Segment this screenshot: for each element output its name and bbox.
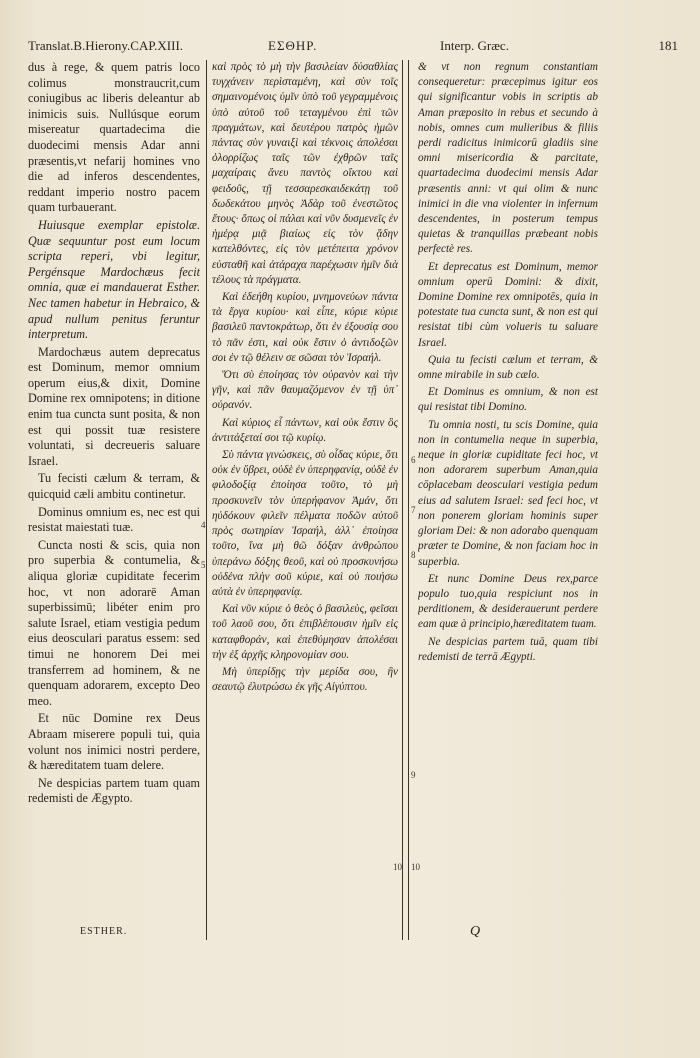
interp-paragraph: & vt non regnum constantiam consequeretur: præcepimus igitur eos qui significantur vobis in scriptis ab Aman præposito in rebus et secundo à nobis, omnes cum mulieribus & filiis perdi radicitus inimicorū gladiis sine omni misericordia & parcitate, quartadecima duodecimi mensis Adar præsentis anni: vt qui olim & nunc inimici in die vna violenter in infernum descendentes, in posterum tempus quietas & tranquillas præbeant nobis perfectè res. [418, 61, 598, 256]
interp-paragraph: Et deprecatus est Dominum, memor omnium operū Domini: & dixit, Domine Domine rex omnipotēs, quia in potestate tua cuncta sunt, & non est qui resistat tibi cùm volueris tu saluare Israel. [418, 260, 598, 349]
signature-mark: Q [470, 924, 481, 939]
interp-paragraph: Ne despicias partem tuā, quam tibi redemisti de terrā Ægypti. [418, 635, 598, 663]
interp-column [418, 60, 598, 920]
latin-paragraph: Ne despicias partem tuam quam redemisti de Ægypto. [28, 775, 200, 806]
latin-paragraph: Cuncta nosti & scis, quia non pro superbia & contumelia, & aliqua gloriæ cupiditate fecerim hoc, vt non adorarē Aman superbissimū; libéter enim pro salute Israel, etiam vestigia pedum eius deosculari paratus essem: sed timui ne honorem Dei mei transferrem ad hominem, & ne quenquam adorarem, excepto Deo meo. [28, 537, 200, 708]
greek-paragraph: Ὅτι σὺ ἐποίησας τὸν οὐρανὸν καὶ τὴν γῆν, καὶ πᾶν θαυμαζόμενον ἐν τῇ ὑπ᾽ οὐρανόν. [212, 369, 398, 412]
running-head-left: Translat.B.Hierony.CAP.XIII. [28, 38, 184, 53]
greek-paragraph: Καὶ νῦν κύριε ὁ θεὸς ὁ βασιλεὺς, φεῖσαι τοῦ λαοῦ σου, ὅτι ἐπιβλέπουσιν ἡμῖν εἰς καταφθοράν, καὶ ἐπεθύμησαν ἀπολέσαι τὴν ἐξ ἀρχῆς κληρονομίαν σου. [212, 603, 398, 661]
column-rule-left [206, 60, 207, 940]
running-head-right: Interp. Græc. [440, 38, 509, 53]
interp-paragraph: Et nunc Domine Deus rex,parce populo tuo,quia respiciunt nos in perditionem, & desiderauerunt perdere eam quæ à principio,hæreditatem tuam. [418, 572, 598, 631]
column-rule-mid-a [402, 60, 403, 940]
margin-verse-number: 4 [201, 520, 206, 530]
latin-paragraph: Huiusque exemplar epistolæ. Quæ sequuntur post eum locum scripta reperi, vbi legitur, Pergénsque Mardochæus fecit omnia, quæ ei mandauerat Esther. Nec tamen habetur in Hebraico, & apud nullum penitus feruntur interpretum. [28, 217, 200, 342]
catchword: ESTHER. [80, 926, 128, 937]
latin-paragraph: Tu fecisti cælum & terram, & quicquid cæli ambitu continetur. [28, 471, 200, 502]
greek-paragraph: Μὴ ὑπερίδῃς τὴν μερίδα σου, ἣν σεαυτῷ ἐλυτρώσω ἐκ γῆς Αἰγύπτου. [212, 665, 398, 694]
margin-verse-number: 6 [411, 455, 416, 465]
greek-paragraph: Καὶ ἐδεήθη κυρίου, μνημονεύων πάντα τὰ ἔργα κυρίου· καὶ εἶπε, κύριε κύριε βασιλεῦ παντοκράτωρ, ὅτι ἐν ἐξουσίᾳ σου τὸ πᾶν ἐστι, καὶ οὐκ ἔστιν ὁ ἀντιδοξῶν σοι ἐν τῷ θέλειν σε σῶσαι τὸν Ἰσραήλ. [212, 291, 398, 364]
greek-paragraph: καὶ πρὸς τὸ μὴ τὴν βασιλείαν δύσαθλίας τυγχάνειν περὶσταμένη, καὶ σὺν τοῖς σημαινομένοις ὑμῖν ὑπὸ τοῦ γεγραμμένοις ὑπὸ αὐτοῦ τοῦ τεταγμένου ἐπὶ τῶν πραγμάτων, καὶ δευτέρου πατρὸς ἡμῶν πάντας σὺν γυναιξὶ καὶ τέκνοις ἀπολέσαι ὁλορρίζως ταῖς τῶν ἐχθρῶν ταῖς μαχαίραις ἄνευ παντὸς οἴκτου καὶ φειδοῦς, τῇ τεσσαρεσκαιδεκάτῃ τοῦ δωδεκάτου μηνὸς Ἀδὰρ τοῦ ἐνεστῶτος ἔτους· ὅπως οἱ πάλαι καὶ νῦν δυσμενεῖς ἐν ἡμέρᾳ μιᾷ βιαίως εἰς τὸν ᾅδην κατελθόντες, εἰς τὸν μετέπειτα χρόνον εὐσταθῆ καὶ ἀτάραχα παρέχωσιν ἡμῖν διὰ τέλους τὰ πράγματα. [212, 61, 398, 286]
margin-verse-number: 10 [393, 862, 402, 872]
latin-column [28, 60, 200, 920]
margin-verse-number: 9 [411, 770, 416, 780]
interp-paragraph: Quia tu fecisti cælum et terram, & omne mirabile in sub cælo. [418, 353, 598, 382]
margin-verse-number: 8 [411, 550, 416, 560]
latin-paragraph: Mardochæus autem deprecatus est Dominum, memor omnium operum eius,& dixit, Domine Domine rex omnipotens; in ditione enim tua cuncta sunt posita, & non est qui possit tuæ resistere voluntati, si decreueris saluare Israel. [28, 344, 200, 468]
page-number: 181 [658, 38, 678, 53]
margin-verse-number: 7 [411, 505, 416, 515]
greek-paragraph: Σὺ πάντα γινώσκεις, σὺ οἶδας κύριε, ὅτι οὐκ ἐν ὕβρει, οὐδὲ ἐν ὑπερηφανίᾳ, οὐδὲ ἐν φιλοδοξίᾳ ἐποίησα τοῦτο, τὸ μὴ προσκυνεῖν τὸν ὑπερήφανον Ἀμάν, ὅτι ηὐδόκουν φιλεῖν πέλματα ποδῶν αὐτοῦ πρὸς σωτηρίαν Ἰσραήλ, ἀλλ᾽ ἐποίησα τοῦτο, ἵνα μὴ θῶ δόξαν ἀνθρώπου ὑπεράνω δόξης θεοῦ, καὶ οὐ προσκυνήσω οὐδένα πλὴν σοῦ κύριε, καὶ οὐ ποιήσω αὐτὰ ἐν ὑπερηφανίᾳ. [212, 449, 398, 598]
margin-verse-number: 5 [201, 560, 206, 570]
greek-paragraph: Καὶ κύριος εἶ πάντων, καὶ οὐκ ἔστιν ὃς ἀντιτάξεταί σοι τῷ κυρίῳ. [212, 416, 398, 444]
latin-paragraph: Dominus omnium es, nec est qui resistat maiestati tuæ. [28, 504, 200, 535]
latin-paragraph: Et nūc Domine rex Deus Abraam miserere populi tui, quia volunt nos inimici nostri perdere, & hæreditatem tuam delere. [28, 711, 200, 773]
running-head-center: ΕΣΘΗΡ. [268, 38, 318, 53]
interp-paragraph: Et Dominus es omnium, & non est qui resistat tibi Domino. [418, 386, 598, 414]
greek-column [212, 60, 398, 920]
interp-paragraph: Tu omnia nosti, tu scis Domine, quia non in contumelia neque in superbia, neque in gloriæ cupiditate feci hoc, vt non adorarem superbum Aman,quia cōplacebam deosculari vestigia pedum eius ad salutem Israel: sed feci hoc, vt non ponerem gloriam hominis super gloriam Dei: & non adorabo quenquam præter te Domine, & non faciam hoc in superbia. [418, 418, 598, 568]
latin-paragraph: dus à rege, & quem patris loco colimus monstraucrit,cum coniugibus ac liberis deleantur ab inimicis suis. Nullúsque eorum misereatur quartadecima die duodecimi mensis Adar anni præsentis,vt nefarij homines vno die ad inferos descendentes, reddant imperio nostro pacem quam turbauerant. [28, 60, 200, 215]
margin-verse-number: 10 [411, 862, 420, 872]
running-head [28, 38, 678, 58]
column-rule-mid-b [408, 60, 409, 940]
